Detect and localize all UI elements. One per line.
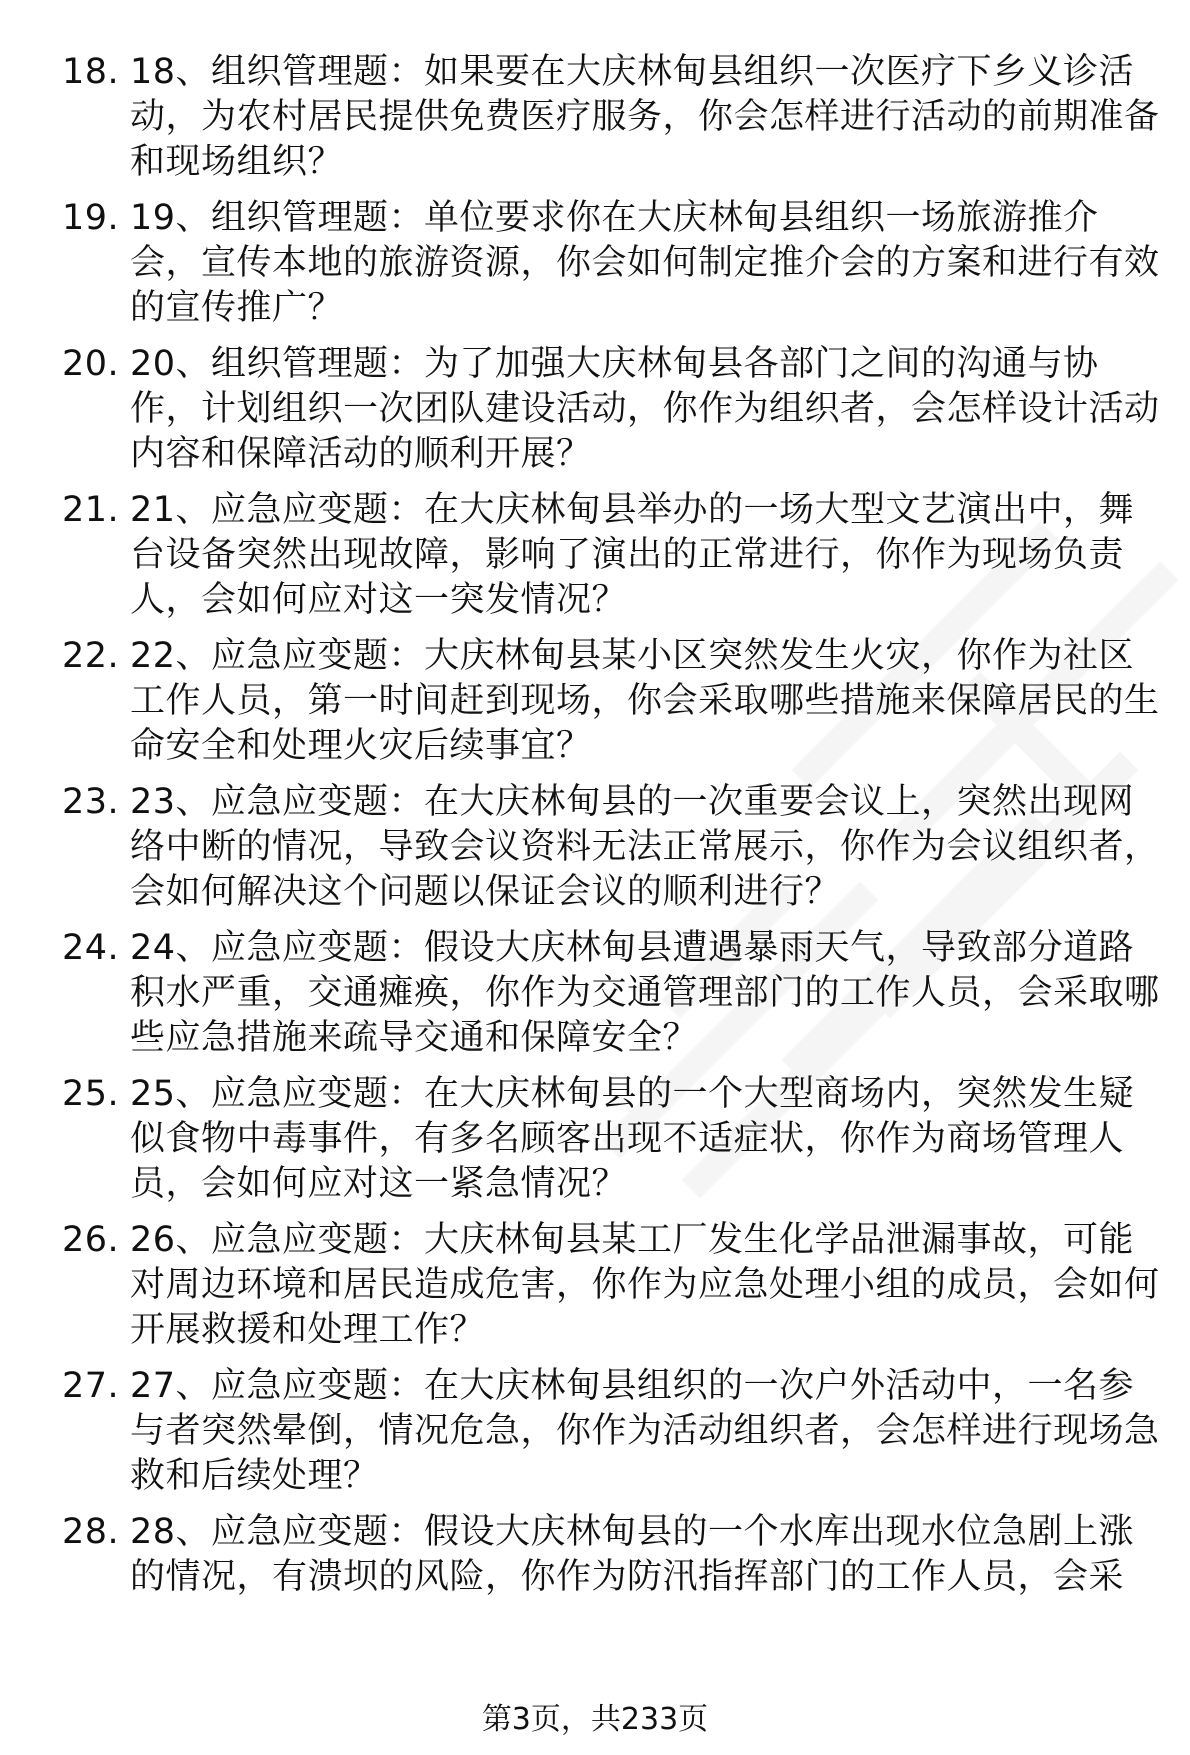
question-text: 21、应急应变题：在大庆林甸县举办的一场大型文艺演出中，舞台设备突然出现故障，影响了演出的正常进行，你作为现场负责人，会如何应对这一突发情况？ [130, 490, 1135, 620]
question-number: 28. [62, 1512, 120, 1552]
question-text: 24、应急应变题：假设大庆林甸县遭遇暴雨天气，导致部分道路积水严重，交通瘫痪，你作为交通管理部门的工作人员，会采取哪些应急措施来疏导交通和保障安全？ [130, 928, 1160, 1058]
question-number: 26. [62, 1220, 120, 1260]
question-text: 18、组织管理题：如果要在大庆林甸县组织一次医疗下乡义诊活动，为农村居民提供免费医疗服务，你会怎样进行活动的前期准备和现场组织？ [130, 52, 1160, 182]
list-item [62, 1218, 1162, 1353]
list-item [62, 780, 1162, 915]
list-item [62, 50, 1162, 185]
page-footer [0, 1702, 1190, 1738]
list-item [62, 634, 1162, 769]
question-text: 22、应急应变题：大庆林甸县某小区突然发生火灾，你作为社区工作人员，第一时间赶到现场，你会采取哪些措施来保障居民的生命安全和处理火灾后续事宜？ [130, 636, 1160, 766]
question-text: 27、应急应变题：在大庆林甸县组织的一次户外活动中，一名参与者突然晕倒，情况危急，你作为活动组织者，会怎样进行现场急救和后续处理？ [130, 1366, 1160, 1496]
question-number: 18. [62, 52, 120, 92]
question-number: 22. [62, 636, 120, 676]
list-item [62, 926, 1162, 1061]
list-item [62, 488, 1162, 623]
question-number: 19. [62, 198, 120, 238]
list-item [62, 1510, 1162, 1600]
question-number: 23. [62, 782, 120, 822]
question-number: 21. [62, 490, 120, 530]
question-number: 20. [62, 344, 120, 384]
list-item [62, 196, 1162, 331]
question-number: 24. [62, 928, 120, 968]
question-text: 23、应急应变题：在大庆林甸县的一次重要会议上，突然出现网络中断的情况，导致会议资料无法正常展示，你作为会议组织者，会如何解决这个问题以保证会议的顺利进行？ [130, 782, 1160, 912]
list-item [62, 1364, 1162, 1499]
question-text: 20、组织管理题：为了加强大庆林甸县各部门之间的沟通与协作，计划组织一次团队建设活动，你作为组织者，会怎样设计活动内容和保障活动的顺利开展？ [130, 344, 1160, 474]
question-text: 28、应急应变题：假设大庆林甸县的一个水库出现水位急剧上涨的情况，有溃坝的风险，你作为防汛指挥部门的工作人员，会采 [130, 1512, 1135, 1597]
list-item [62, 1072, 1162, 1207]
question-number: 25. [62, 1074, 120, 1114]
list-item [62, 342, 1162, 477]
question-text: 26、应急应变题：大庆林甸县某工厂发生化学品泄漏事故，可能对周边环境和居民造成危害，你作为应急处理小组的成员，会如何开展救援和处理工作？ [130, 1220, 1160, 1350]
question-text: 19、组织管理题：单位要求你在大庆林甸县组织一场旅游推介会，宣传本地的旅游资源，你会如何制定推介会的方案和进行有效的宣传推广？ [130, 198, 1160, 328]
page-number-label: 第3页，共233页 [481, 1702, 709, 1737]
question-number: 27. [62, 1366, 120, 1406]
question-list [62, 50, 1162, 1611]
question-text: 25、应急应变题：在大庆林甸县的一个大型商场内，突然发生疑似食物中毒事件，有多名顾客出现不适症状，你作为商场管理人员，会如何应对这一紧急情况？ [130, 1074, 1135, 1204]
